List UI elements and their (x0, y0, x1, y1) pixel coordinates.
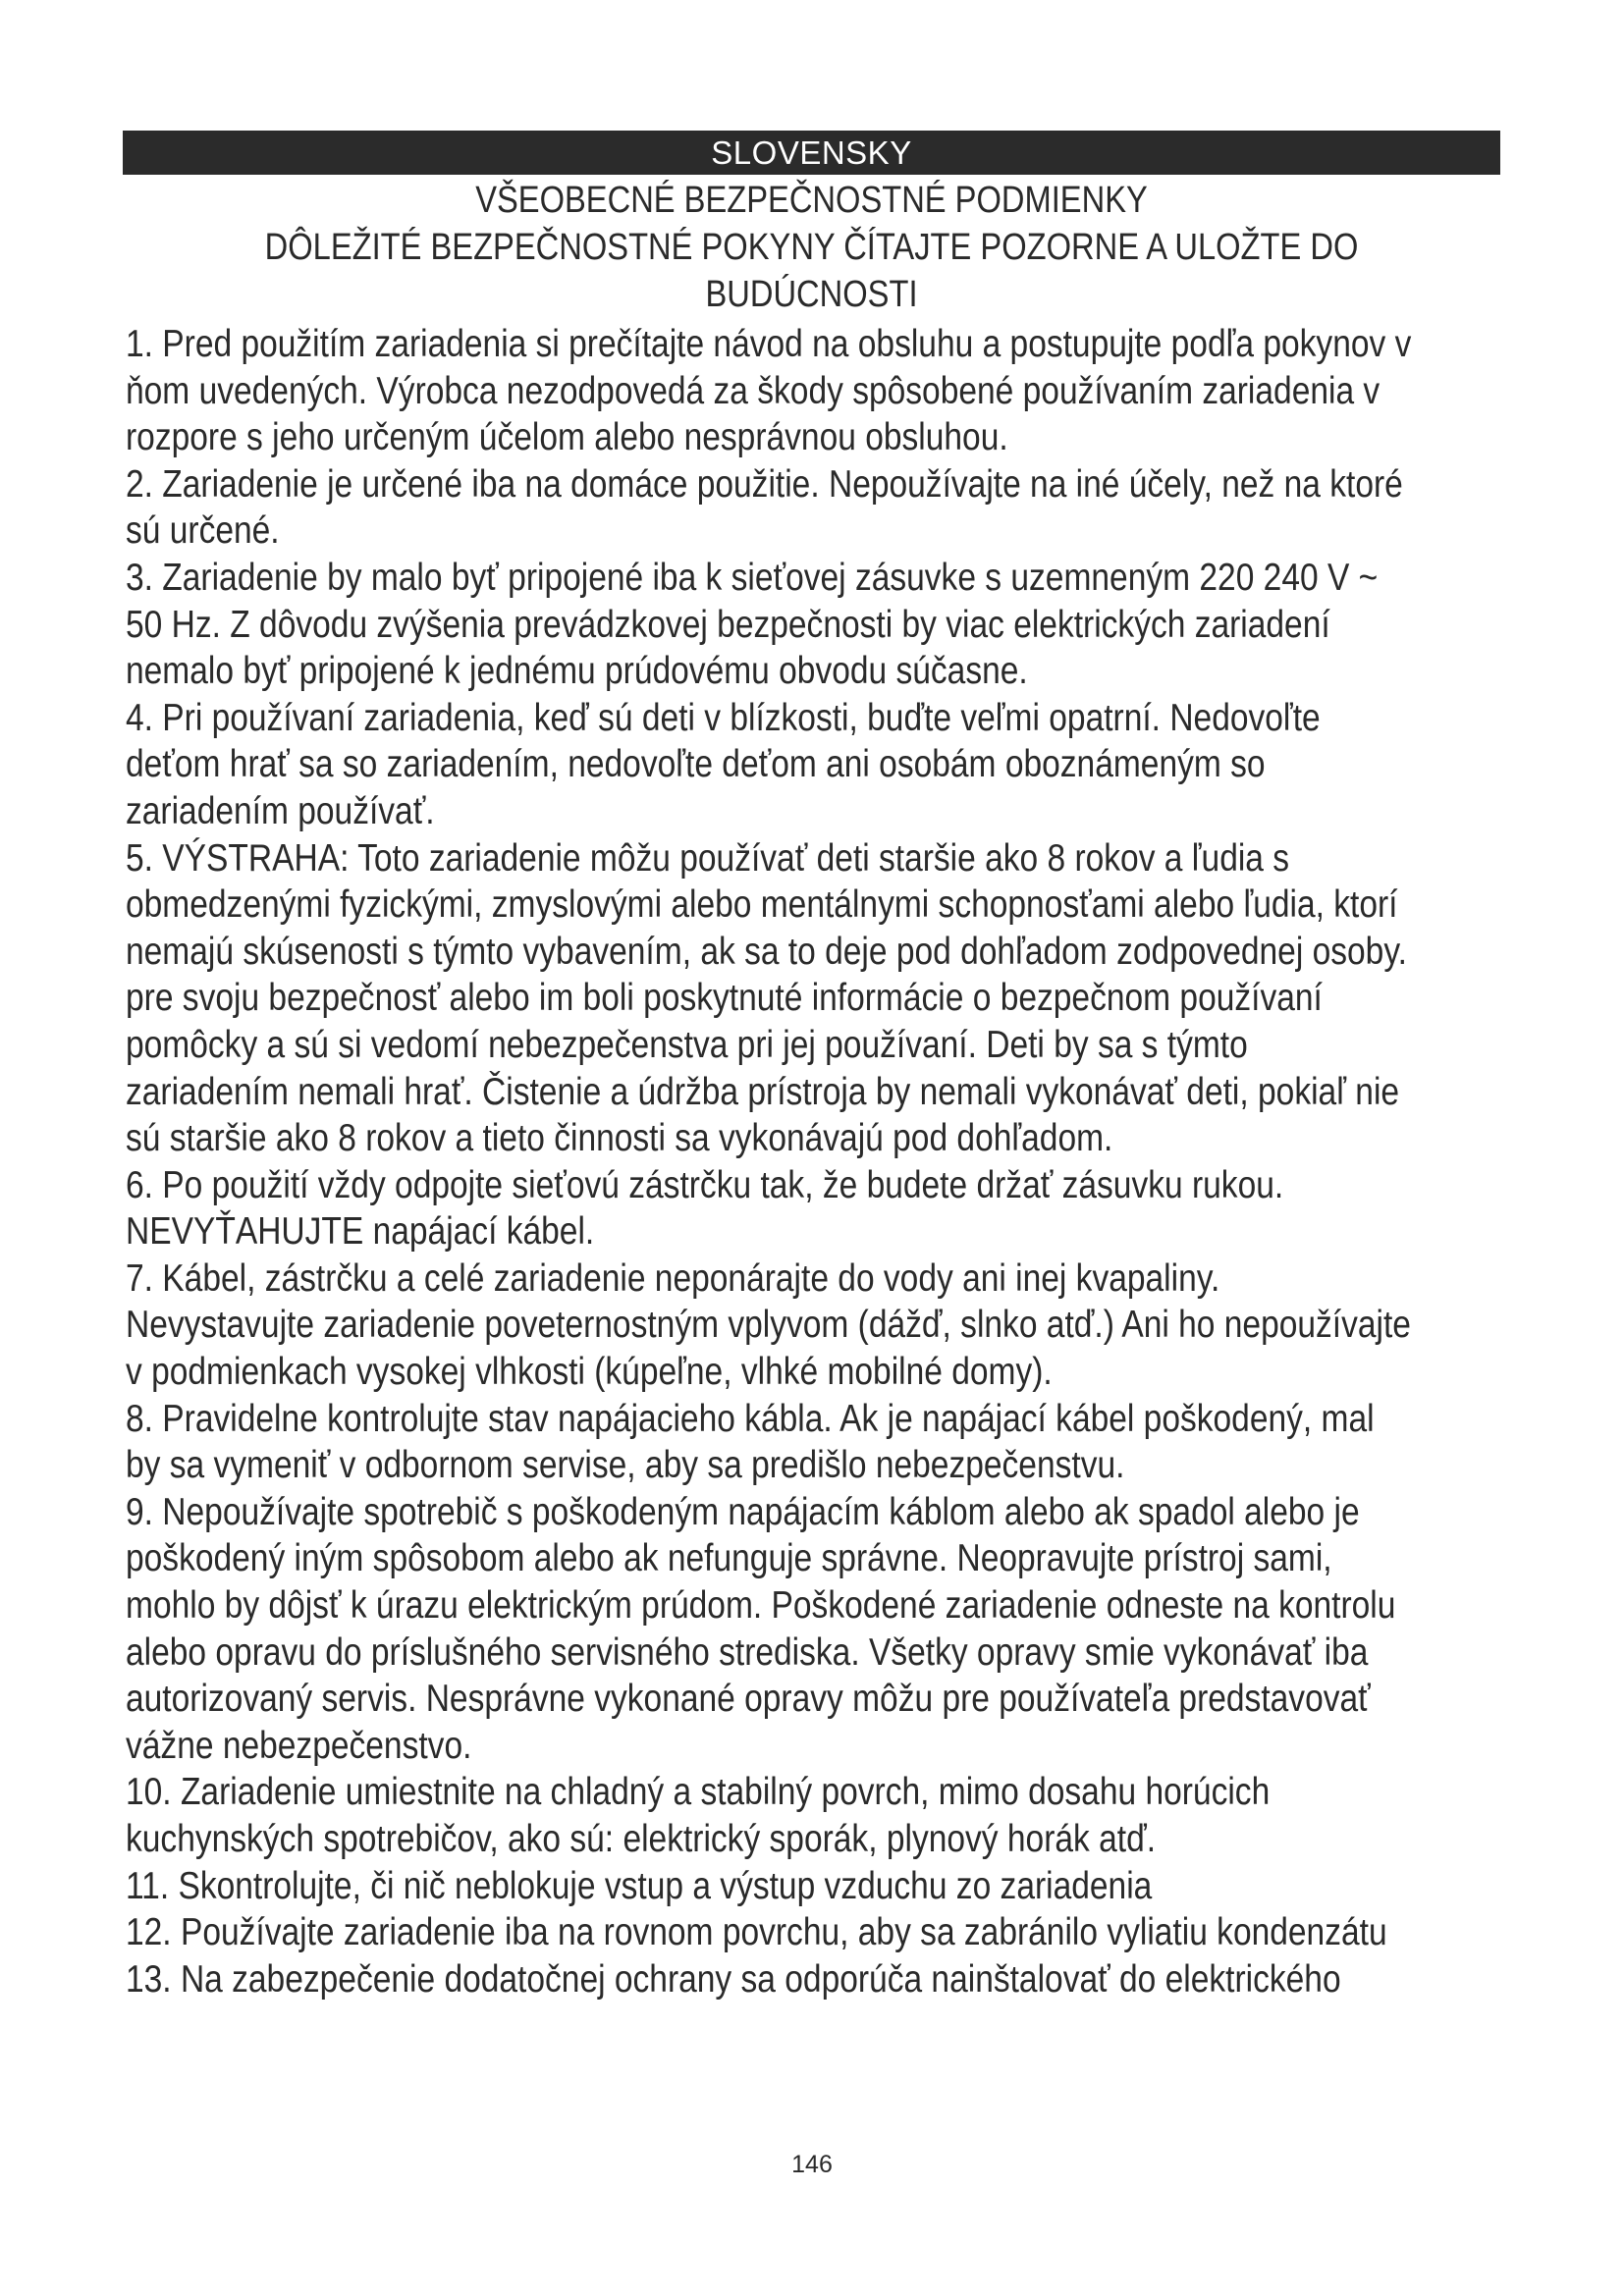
text-line: 5. VÝSTRAHA: Toto zariadenie môžu používať deti staršie ako 8 rokov a ľudia s (126, 836, 1290, 880)
text-line: rozpore s jeho určeným účelom alebo nesprávnou obsluhou. (126, 416, 1008, 459)
page-subtitle-line-2: BUDÚCNOSTI (705, 274, 918, 315)
text-line: 6. Po použití vždy odpojte sieťovú zástrčku tak, že budete držať zásuvku rukou. (126, 1163, 1284, 1206)
text-line: ňom uvedených. Výrobca nezodpovedá za škody spôsobené používaním zariadenia v (126, 369, 1380, 412)
title-block (219, 177, 1404, 318)
text-line: autorizovaný servis. Nesprávne vykonané opravy môžu pre používateľa predstavovať (126, 1678, 1371, 1721)
text-line: mohlo by dôjsť k úrazu elektrickým prúdom. Poškodené zariadenie odneste na kontrolu (126, 1584, 1396, 1628)
text-line: 10. Zariadenie umiestnite na chladný a stabilný povrch, mimo dosahu horúcich (126, 1771, 1271, 1814)
text-line: pomôcky a sú si vedomí nebezpečenstva pri jej používaní. Deti by sa s týmto (126, 1023, 1248, 1066)
text-line: 3. Zariadenie by malo byť pripojené iba k sieťovej zásuvke s uzemneným 220 240 V ~ (126, 556, 1379, 599)
page-subtitle-line-1: DÔLEŽITÉ BEZPEČNOSTNÉ POKYNY ČÍTAJTE POZORNE A ULOŽTE DO (264, 227, 1359, 268)
text-line: vážne nebezpečenstvo. (126, 1724, 472, 1767)
text-line: nemalo byť pripojené k jednému prúdovému obvodu súčasne. (126, 650, 1028, 693)
text-line: 2. Zariadenie je určené iba na domáce použitie. Nepoužívajte na iné účely, než na ktoré (126, 462, 1403, 506)
page-title: VŠEOBECNÉ BEZPEČNOSTNÉ PODMIENKY (475, 180, 1148, 221)
text-line: by sa vymeniť v odbornom servise, aby sa predišlo nebezpečenstvu. (126, 1444, 1125, 1487)
text-line: 8. Pravidelne kontrolujte stav napájacieho kábla. Ak je napájací kábel poškodený, mal (126, 1397, 1375, 1440)
language-label: SLOVENSKY (711, 134, 912, 171)
text-line: alebo opravu do príslušného servisného strediska. Všetky opravy smie vykonávať iba (126, 1630, 1369, 1674)
text-line: 12. Používajte zariadenie iba na rovnom povrchu, aby sa zabránilo vyliatiu kondenzátu (126, 1911, 1387, 1954)
text-line: sú staršie ako 8 rokov a tieto činnosti sa vykonávajú pod dohľadom. (126, 1117, 1113, 1160)
safety-instructions-body (126, 321, 1493, 2002)
text-line: zariadením používať. (126, 789, 435, 832)
text-line: v podmienkach vysokej vlhkosti (kúpeľne, vlhké mobilné domy). (126, 1351, 1053, 1394)
text-line: sú určené. (126, 509, 280, 553)
text-line: 50 Hz. Z dôvodu zvýšenia prevádzkovej bezpečnosti by viac elektrických zariadení (126, 603, 1330, 646)
text-line: obmedzenými fyzickými, zmyslovými alebo mentálnymi schopnosťami alebo ľudia, ktorí (126, 883, 1398, 927)
text-line: 1. Pred použitím zariadenia si prečítajte návod na obsluhu a postupujte podľa pokynov v (126, 323, 1412, 365)
text-line: poškodený iným spôsobom alebo ak nefunguje správne. Neopravujte prístroj sami, (126, 1537, 1332, 1580)
text-line: 13. Na zabezpečenie dodatočnej ochrany sa odporúča nainštalovať do elektrického (126, 1957, 1341, 2001)
text-line: nemajú skúsenosti s týmto vybavením, ak sa to deje pod dohľadom zodpovednej osoby. (126, 930, 1407, 973)
text-line: Nevystavujte zariadenie poveternostným vplyvom (dážď, slnko atď.) Ani ho nepoužívajte (126, 1304, 1411, 1347)
text-line: deťom hrať sa so zariadením, nedovoľte deťom ani osobám oboznámeným so (126, 743, 1266, 786)
text-line: 7. Kábel, zástrčku a celé zariadenie neponárajte do vody ani inej kvapaliny. (126, 1256, 1220, 1300)
page-number: 146 (791, 2151, 833, 2178)
text-line: 4. Pri používaní zariadenia, keď sú deti v blízkosti, buďte veľmi opatrní. Nedovoľte (126, 696, 1321, 739)
text-line: zariadením nemali hrať. Čistenie a údržba prístroja by nemali vykonávať deti, pokiaľ nie (126, 1070, 1400, 1113)
text-line: 9. Nepoužívajte spotrebič s poškodeným napájacím káblom alebo ak spadol alebo je (126, 1490, 1360, 1533)
language-header-bar (123, 131, 1500, 175)
text-line: NEVYŤAHUJTE napájací kábel. (126, 1210, 595, 1254)
text-line: kuchynských spotrebičov, ako sú: elektrický sporák, plynový horák atď. (126, 1818, 1157, 1860)
text-line: pre svoju bezpečnosť alebo im boli poskytnuté informácie o bezpečnom používaní (126, 977, 1323, 1020)
text-line: 11. Skontrolujte, či nič neblokuje vstup a výstup vzduchu zo zariadenia (126, 1864, 1153, 1907)
